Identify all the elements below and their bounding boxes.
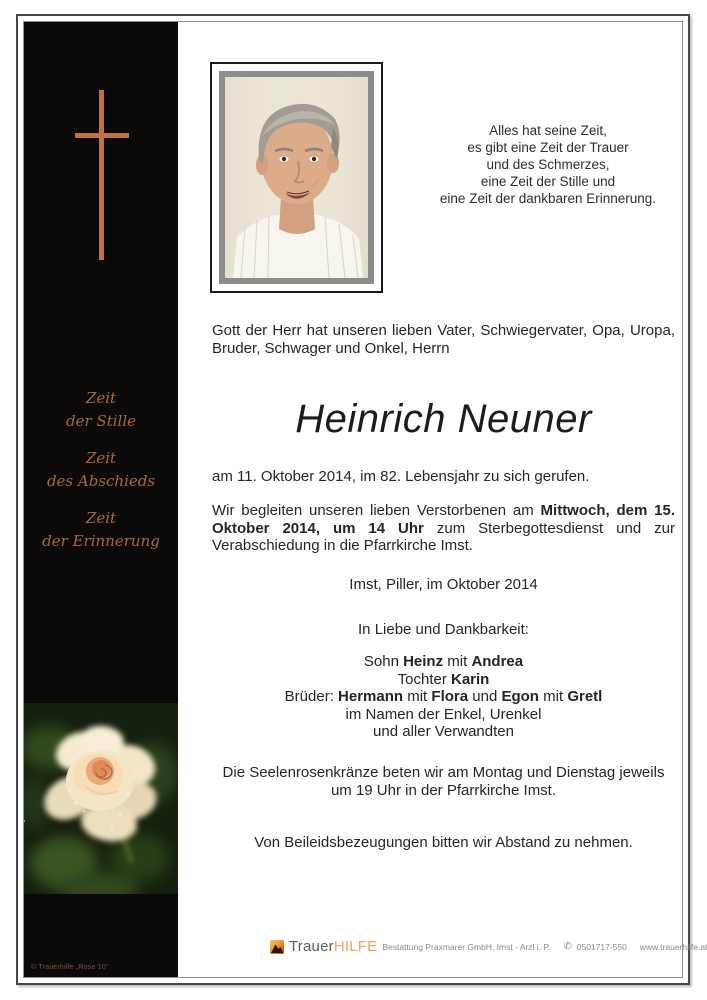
deceased-name: Heinrich Neuner	[295, 397, 592, 441]
phrase-stille	[24, 387, 178, 433]
rosary-paragraph: Die Seelenrosenkränze beten wir am Montag und Dienstag jeweils um 19 Uhr in der Pfarrkirche Imst.	[222, 764, 665, 799]
footer-company: Bestattung Praxmarer GmbH, Imst - Arzl i. P.	[382, 941, 551, 952]
cross-icon	[24, 22, 178, 302]
service-text: zum Sterbegottesdienst und zur Verabschiedung in die Pfarrkirche Imst.	[212, 519, 675, 554]
poem-line: und des Schmerzes,	[486, 157, 610, 172]
intro-paragraph: Gott der Herr hat unseren lieben Vater, Schwiegervater, Opa, Uropa, Bruder, Schwager und Onkel, Herrn	[212, 322, 675, 357]
service-text: Wir begleiten unseren lieben Verstorbenen am	[212, 502, 541, 519]
service-paragraph	[212, 502, 675, 555]
family-list	[212, 653, 675, 741]
death-line: am 11. Oktober 2014, im 82. Lebensjahr zu sich gerufen.	[212, 468, 590, 485]
poem-line: eine Zeit der Stille und	[480, 174, 616, 189]
obituary-page	[16, 14, 707, 985]
footer-website: www.trauerhilfe.at	[639, 941, 707, 952]
trauerhilfe-logo-text: TrauerHILFE	[289, 938, 378, 955]
footer	[270, 938, 707, 955]
place-date-line: Imst, Piller, im Oktober 2014	[349, 576, 538, 593]
family-line-relatives: und aller Verwandten	[373, 723, 514, 740]
gratitude-line: In Liebe und Dankbarkeit:	[358, 621, 529, 638]
poem	[403, 122, 693, 207]
phrase-line: Zeit	[85, 389, 117, 407]
family-line-daughter: Tochter Karin	[397, 670, 490, 688]
sidebar	[24, 22, 178, 977]
portrait-photo	[210, 62, 383, 293]
trauerhilfe-logo-icon	[270, 940, 284, 954]
phrase-line: Zeit	[85, 509, 117, 527]
footer-phone: 0501717-550	[576, 941, 627, 952]
phone-icon: ✆	[563, 941, 572, 952]
family-line-grandchildren: im Namen der Enkel, Urenkel	[345, 705, 542, 723]
family-line-son: Sohn Heinz mit Andrea	[363, 653, 524, 670]
poem-line: eine Zeit der dankbaren Erinnerung.	[439, 191, 657, 206]
portrait-frame	[219, 71, 374, 284]
phrase-line: der Stille	[66, 412, 136, 430]
sidebar-phrases	[24, 387, 178, 567]
poem-line: Alles hat seine Zeit,	[489, 123, 607, 138]
poem-line: es gibt eine Zeit der Trauer	[467, 140, 629, 155]
rose-caption: © Trauerhilfe „Rose 10“	[31, 964, 109, 971]
condolence-line: Von Beileidsbezeugungen bitten wir Abstand zu nehmen.	[254, 834, 633, 851]
phrase-line: der Erinnerung	[42, 532, 160, 550]
rose-photo	[24, 703, 178, 894]
phrase-abschied	[24, 447, 178, 493]
service-date-bold: Mittwoch, dem 15. Oktober 2014, um 14 Uhr	[212, 502, 675, 537]
phrase-erinnerung	[24, 507, 178, 553]
phrase-line: Zeit	[85, 449, 117, 467]
phrase-line: des Abschieds	[46, 472, 156, 490]
family-line-brothers: Brüder: Hermann mit Flora und Egon mit Gretl	[284, 688, 603, 705]
